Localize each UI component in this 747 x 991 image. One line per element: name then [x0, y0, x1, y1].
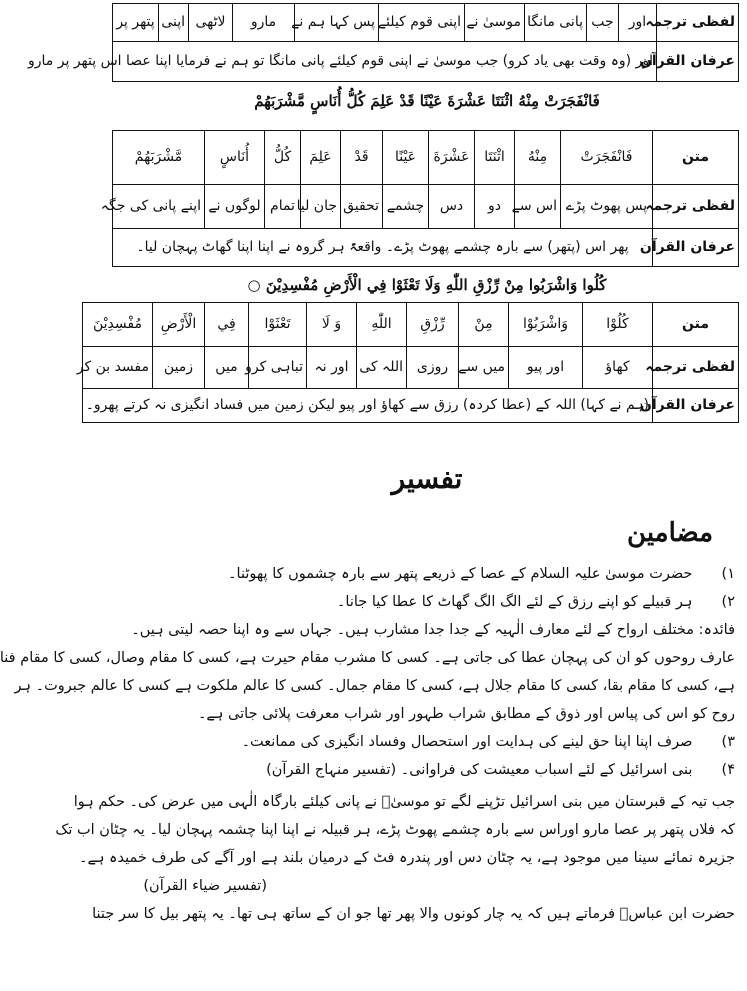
word-table-1: [100, 130, 739, 267]
matan-cell: عَلِمَ: [301, 131, 341, 185]
lafzi-cell: زمین: [153, 347, 205, 389]
lafzi-cell: تحقیق: [341, 185, 383, 229]
lafzi-row: [113, 4, 739, 42]
para-line: حضرت ابن عباسؓ فرماتے ہیں کہ یہ چار کونوں والا پھر تھا جو ان کے ساتھ ہی تھا۔ یہ پتھر بیل کا سر جتنا: [92, 906, 735, 922]
irfan-label: عرفان القرآن: [653, 389, 739, 423]
matan-cell: عَيْنًا: [383, 131, 429, 185]
word-cell: اپنی: [159, 4, 189, 42]
lafzi-cell: روزی: [407, 347, 459, 389]
lafzi-cell: میں سے: [459, 347, 509, 389]
madameen-heading: مضامین: [627, 518, 713, 548]
lafzi-cell: اپنے پانی کی جگہ: [113, 185, 205, 229]
faida-line: فائدہ: مختلف ارواح کے لئے معارف الٰہیہ کے جدا جدا مشارب ہیں۔ جہاں سے وہ اپنا حصہ لیتی ہیں۔: [131, 622, 735, 638]
point-text: صرف اپنا اپنا حق لینے کی ہدایت اور استحصال وفساد انگیزی کی ممانعت۔: [241, 734, 693, 750]
lafzi-cell: جان لیا: [301, 185, 341, 229]
ayah-line-2: كُلُوا وَاشْرَبُوا مِنْ رِّزْقِ اللّٰهِ وَلَا تَعْثَوْا فِي الْأَرْضِ مُفْسِدِيْنَ ○: [247, 276, 607, 294]
lafzi-cell: اللہ کی: [357, 347, 407, 389]
matan-cell: كُلُّ: [265, 131, 301, 185]
matan-label: متن: [653, 303, 739, 347]
faida-line: عارف روحوں کو ان کی پہچان عطا کی جاتی ہے۔ کسی کا مشرب مقام حیرت ہے، کسی کا مقام وصال، کسی کا مقام فنا: [0, 650, 735, 666]
matan-cell: قَدْ: [341, 131, 383, 185]
point-text: بنی اسرائیل کے لئے اسباب معیشت کی فراوانی۔ (تفسیر منہاج القرآن): [266, 762, 693, 778]
lafzi-cell: اور پیو: [509, 347, 583, 389]
matan-cell: أُنَاسٍ: [205, 131, 265, 185]
irfan-text: پھر اس (پتھر) سے بارہ چشمے پھوٹ پڑے۔ واقعۃً ہر گروہ نے اپنا اپنا گھاٹ پہچان لیا۔: [113, 229, 653, 267]
matan-cell: وَاشْرَبُوْا: [509, 303, 583, 347]
faida-line: ہے، کسی کا مقام بقا، کسی کا مقام جلال ہے، کسی کا مقام جمال۔ کسی کا عالم ملکوت ہے کسی کا عالم جبروت۔ ہر: [14, 678, 735, 694]
lafzi-label: لفظی ترجمہ: [657, 4, 739, 42]
point-2: [117, 594, 735, 610]
point-number: ۴): [721, 762, 735, 778]
matan-cell: اثْنَتَا: [475, 131, 515, 185]
top-table: [28, 3, 739, 82]
word-cell: جب: [587, 4, 619, 42]
word-cell: پتھر پر: [113, 4, 159, 42]
matan-cell: مُفْسِدِيْنَ: [83, 303, 153, 347]
point-number: ۲): [721, 594, 735, 610]
source-citation: (تفسیر ضیاء القرآن): [143, 878, 267, 894]
para-line: جب تیہ کے قبرستان میں بنی اسرائیل تڑپنے لگے تو موسیٰؑ نے پانی کیلئے بارگاہ الٰہی میں عرض کی۔ حکم ہوا: [73, 794, 735, 810]
matan-cell: فِي: [205, 303, 249, 347]
matan-cell: وَ لَا: [307, 303, 357, 347]
point-4: [117, 762, 735, 778]
point-number: ۳): [721, 734, 735, 750]
lafzi-row: [113, 185, 739, 229]
matan-cell: عَشْرَةَ: [429, 131, 475, 185]
word-cell: موسیٰ نے: [465, 4, 525, 42]
ayah-line-1: فَانْفَجَرَتْ مِنْهُ اثْنَتَا عَشْرَةَ عَيْنًا قَدْ عَلِمَ كُلُّ أُنَاسٍ مَّشْرَبَهُمْ: [254, 92, 600, 110]
lafzi-cell: کھاؤ: [583, 347, 653, 389]
lafzi-row: [83, 347, 739, 389]
matan-cell: مِنْهُ: [515, 131, 561, 185]
matan-cell: مِنْ: [459, 303, 509, 347]
irfan-row: [83, 389, 739, 423]
lafzi-cell: میں: [205, 347, 249, 389]
irfan-text: اور (وہ وقت بھی یاد کرو) جب موسیٰ نے اپنی قوم کیلئے پانی مانگا تو ہم نے فرمایا اپنا عصا اس پتھر پر مارو: [113, 42, 657, 82]
para-line: کہ فلاں پتھر پر عصا مارو اوراس سے بارہ چشمے پھوٹ پڑے، ہر قبیلہ نے اپنا اپنا چشمہ پہچان لیا۔ یہ چٹان اب تک: [55, 822, 735, 838]
point-1: [117, 566, 735, 582]
word-cell: پانی مانگا: [525, 4, 587, 42]
point-number: ۱): [721, 566, 735, 582]
tafseer-heading: تفسیر: [391, 462, 463, 495]
word-cell: مارو: [233, 4, 295, 42]
lafzi-cell: اور نہ: [307, 347, 357, 389]
word-cell: پس کہا ہم نے: [295, 4, 379, 42]
point-3: [117, 734, 735, 750]
irfan-row: [113, 229, 739, 267]
faida-line: روح کو اس کی پیاس اور ذوق کے مطابق شراب طہور اور شراب معرفت پلائی جاتی ہے۔: [197, 706, 735, 722]
matan-label: متن: [653, 131, 739, 185]
matan-cell: الْأَرْضِ: [153, 303, 205, 347]
word-cell: اپنی قوم کیلئے: [379, 4, 465, 42]
word-cell: اور: [619, 4, 657, 42]
lafzi-cell: چشمے: [383, 185, 429, 229]
lafzi-cell: لوگوں نے: [205, 185, 265, 229]
lafzi-cell: پس پھوٹ پڑے: [561, 185, 653, 229]
matan-row: [113, 131, 739, 185]
matan-row: [83, 303, 739, 347]
lafzi-label: لفظی ترجمہ: [653, 185, 739, 229]
matan-cell: مَّشْرَبَهُمْ: [113, 131, 205, 185]
matan-cell: فَانْفَجَرَتْ: [561, 131, 653, 185]
point-text: حضرت موسیٰ علیہ السلام کے عصا کے ذریعے پتھر سے بارہ چشموں کا پھوٹنا۔: [228, 566, 693, 582]
lafzi-cell: اس سے: [515, 185, 561, 229]
irfan-row: [113, 42, 739, 82]
matan-cell: كُلُوْا: [583, 303, 653, 347]
lafzi-cell: دو: [475, 185, 515, 229]
word-cell: لاٹھی: [189, 4, 233, 42]
word-table-2: [76, 302, 739, 423]
lafzi-cell: دس: [429, 185, 475, 229]
matan-cell: رِّزْقِ: [407, 303, 459, 347]
lafzi-cell: تمام: [265, 185, 301, 229]
irfan-label: عرفان القرآن: [657, 42, 739, 82]
point-text: ہر قبیلے کو اپنے رزق کے لئے الگ الگ گھاٹ کا عطا کیا جانا۔: [336, 594, 693, 610]
para-line: جزیرہ نمائے سینا میں موجود ہے، یہ چٹان دس اور پندرہ فٹ کے درمیان بلند ہے اور آگے کی طرف خمیدہ ہے۔: [78, 850, 735, 866]
irfan-label: عرفان القرآن: [653, 229, 739, 267]
matan-cell: اللّٰهِ: [357, 303, 407, 347]
irfan-text: (ہم نے کہا) اللہ کے (عطا کردہ) رزق سے کھاؤ اور پیو لیکن زمین میں فساد انگیزی نہ کرتے پھرو۔: [83, 389, 653, 423]
lafzi-cell: تباہی کرو: [249, 347, 307, 389]
lafzi-cell: مفسد بن کر: [83, 347, 153, 389]
lafzi-label: لفظی ترجمہ: [653, 347, 739, 389]
matan-cell: تَعْثَوْا: [249, 303, 307, 347]
